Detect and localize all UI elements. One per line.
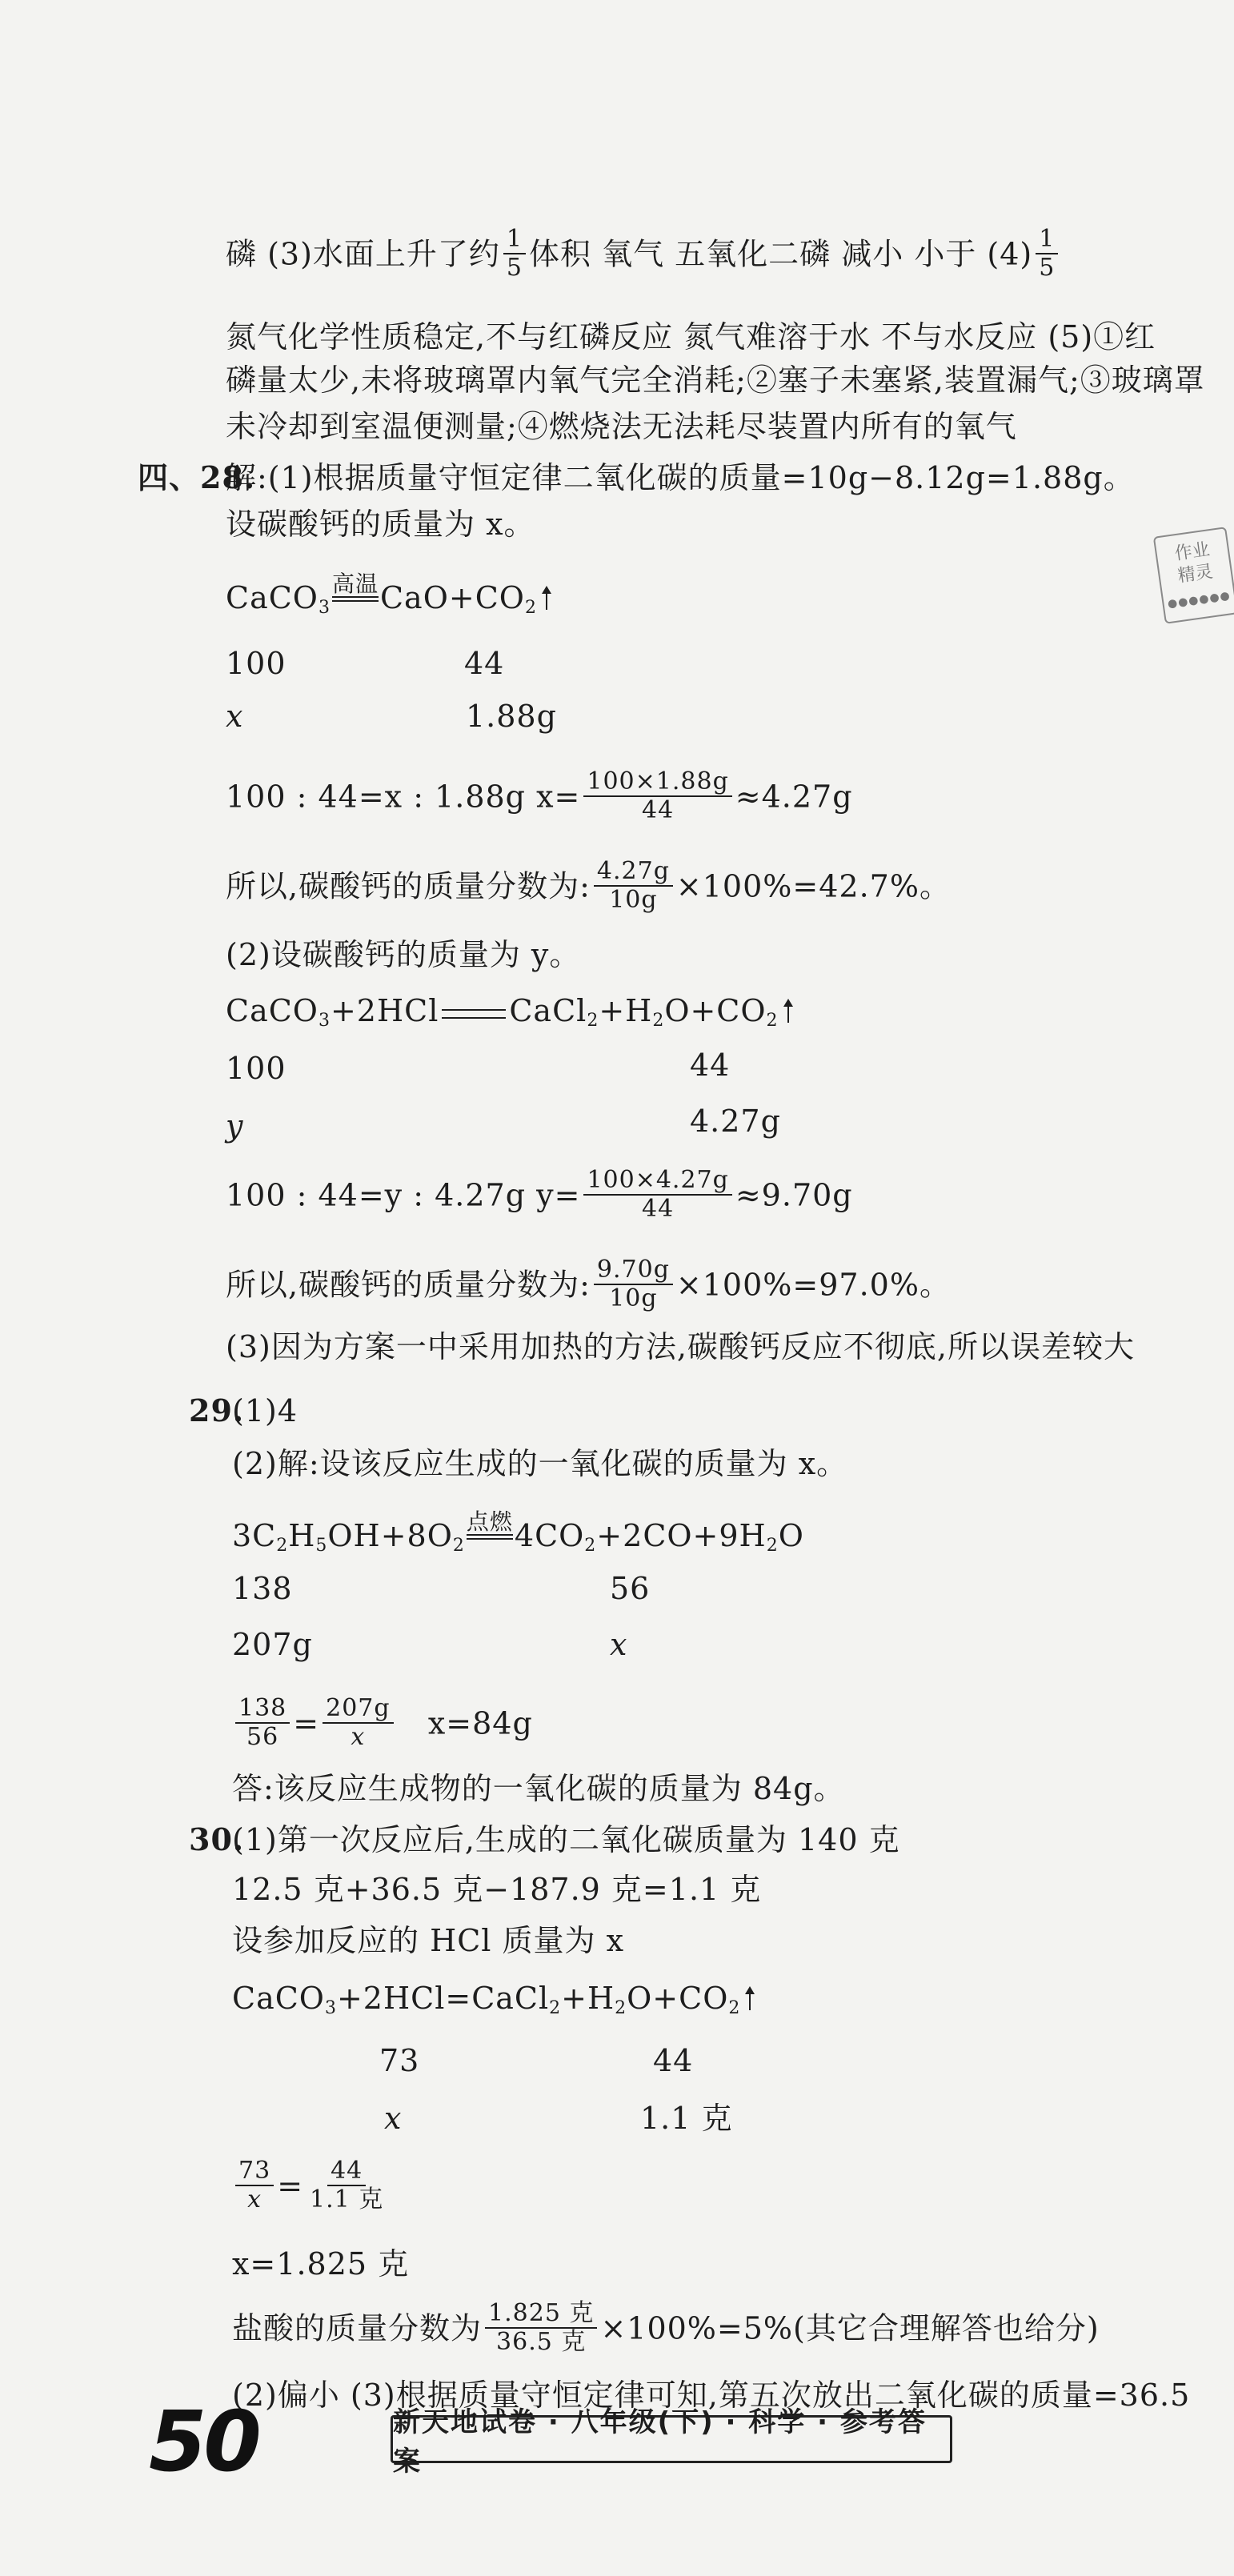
reaction-condition: 高温: [332, 572, 379, 602]
molar-mass: 56: [610, 1571, 651, 1606]
fraction: $\frac{207g}{x}$: [323, 1695, 393, 1751]
fraction: $\frac{138}{56}$: [235, 1695, 290, 1751]
answer-line: 解:(1)根据质量守恒定律二氧化碳的质量=10g−8.12g=1.88g。: [226, 460, 1135, 495]
molar-mass: 44: [690, 1048, 731, 1083]
ratio-line: 100 : 44=y : 4.27g y= $\frac{100\times 4.27g}{44}$ ≈9.70g: [226, 1166, 853, 1223]
question-number: 29.: [189, 1392, 245, 1428]
variable: x: [384, 2101, 403, 2136]
fraction: $\frac{9.70g}{10g}$: [594, 1256, 673, 1312]
fraction: $\frac{1}{5}$: [1036, 226, 1058, 282]
fraction: $\frac{100\times 1.88g}{44}$: [583, 768, 731, 824]
answer-line: (1)4: [232, 1393, 298, 1428]
chemical-equation: CaCO$_3$ 高温 $CaO+CO_2$: [226, 579, 551, 616]
answer-line: 氮气化学性质稳定,不与红磷反应 氮气难溶于水 不与水反应 (5)①红: [226, 319, 1156, 355]
molar-mass: 100: [226, 646, 286, 681]
answer-line: (3)因为方案一中采用加热的方法,碳酸钙反应不彻底,所以误差较大: [226, 1329, 1135, 1364]
molar-mass: 138: [232, 1571, 293, 1606]
answer-line: (2)偏小 (3)根据质量守恒定律可知,第五次放出二氧化碳的质量=36.5: [232, 2378, 1191, 2413]
question-number: 30.: [189, 1821, 245, 1857]
molar-mass: 100: [226, 1051, 286, 1086]
ratio-line: $\frac{73}{x}$ = $\frac{44}{\text{1.1 克}}$: [232, 2161, 390, 2217]
molar-mass: 44: [653, 2043, 694, 2078]
result-line: 所以,碳酸钙的质量分数为: $\frac{9.70g}{10g}$ ×100%=97.0%。: [226, 1256, 951, 1312]
result-line: 所以,碳酸钙的质量分数为: $\frac{4.27g}{10g}$ ×100%=42.7%。: [226, 857, 951, 914]
page-number: 50: [149, 2393, 258, 2490]
variable: x: [226, 699, 244, 734]
answer-line: 答:该反应生成物的一氧化碳的质量为 84g。: [232, 1771, 845, 1806]
answer-line: x=1.825 克: [232, 2246, 410, 2282]
answer-line: 12.5 克+36.5 克−187.9 克=1.1 克: [232, 1872, 762, 1907]
fraction: $\frac{1}{5}$: [503, 226, 526, 282]
molar-mass: 44: [464, 646, 505, 681]
chemical-equation: $CaCO_3+2HCl=CaCl_2+H_2O+CO_2$: [232, 1980, 755, 2017]
answer-line: 设参加反应的 HCl 质量为 x: [232, 1923, 625, 1958]
answer-line: 设碳酸钙的质量为 x。: [226, 507, 535, 542]
answer-line: [226, 225, 1061, 285]
answer-text: 体积 氧气 五氧化二磷 减小 小于 (4): [529, 236, 1033, 272]
answer-line: 磷量太少,未将玻璃罩内氧气完全消耗;②塞子未塞紧,装置漏气;③玻璃罩: [226, 363, 1205, 398]
answer-line: 未冷却到室温便测量;④燃烧法无法耗尽装置内所有的氧气: [226, 409, 1017, 444]
variable: x: [610, 1627, 628, 1662]
variable: y: [226, 1108, 244, 1144]
fraction: $\frac{100\times 4.27g}{44}$: [583, 1167, 731, 1223]
reaction-condition: 点燃: [467, 1510, 513, 1540]
molar-mass: 73: [379, 2043, 420, 2078]
equals-double-line: [442, 1009, 506, 1019]
question-number: 四、28.: [138, 459, 256, 495]
answer-text: 磷 (3)水面上升了约: [226, 236, 500, 272]
mass-value: 207g: [232, 1627, 313, 1662]
chemical-equation: $3C_2H_5OH+8O_2$ 点燃 $4CO_2+2CO+9H_2O$: [232, 1508, 804, 1556]
mass-value: 4.27g: [690, 1104, 781, 1139]
fraction: $\frac{44}{\text{1.1 克}}$: [310, 2157, 384, 2213]
gas-arrow-icon: [745, 1986, 755, 2010]
mass-value: 1.88g: [466, 699, 557, 734]
ratio-line: $\frac{138}{56}$ = $\frac{207g}{x}$ x=84g: [232, 1698, 533, 1754]
fraction: $\frac{4.27g}{10g}$: [594, 858, 673, 914]
gas-arrow-icon: [783, 999, 793, 1023]
result-line: 盐酸的质量分数为 $\frac{\text{1.825 克}}{\text{36.5 克}}$ ×100%=5%(其它合理解答也给分): [232, 2299, 1100, 2356]
fraction: $\frac{73}{x}$: [235, 2157, 274, 2213]
footer-banner: 新天地试卷 · 八年级(下) · 科学 · 参考答案: [391, 2415, 952, 2463]
ratio-line: 100 : 44=x : 1.88g x= $\frac{100\times 1.88g}{44}$ ≈4.27g: [226, 767, 853, 824]
chemical-equation: CaCO$_3$+2HCl $CaCl_2+H_2O+CO_2$: [226, 992, 793, 1029]
answer-line: (2)解:设该反应生成的一氧化碳的质量为 x。: [232, 1446, 848, 1481]
stamp-logo: 作业 精灵 ●●●●●●: [1153, 527, 1234, 624]
mass-value: 1.1 克: [640, 2101, 733, 2136]
answer-line: (1)第一次反应后,生成的二氧化碳质量为 140 克: [232, 1822, 900, 1857]
gas-arrow-icon: [542, 586, 551, 610]
answer-line: (2)设碳酸钙的质量为 y。: [226, 937, 581, 972]
fraction: $\frac{\text{1.825 克}}{\text{36.5 克}}$: [485, 2300, 597, 2356]
